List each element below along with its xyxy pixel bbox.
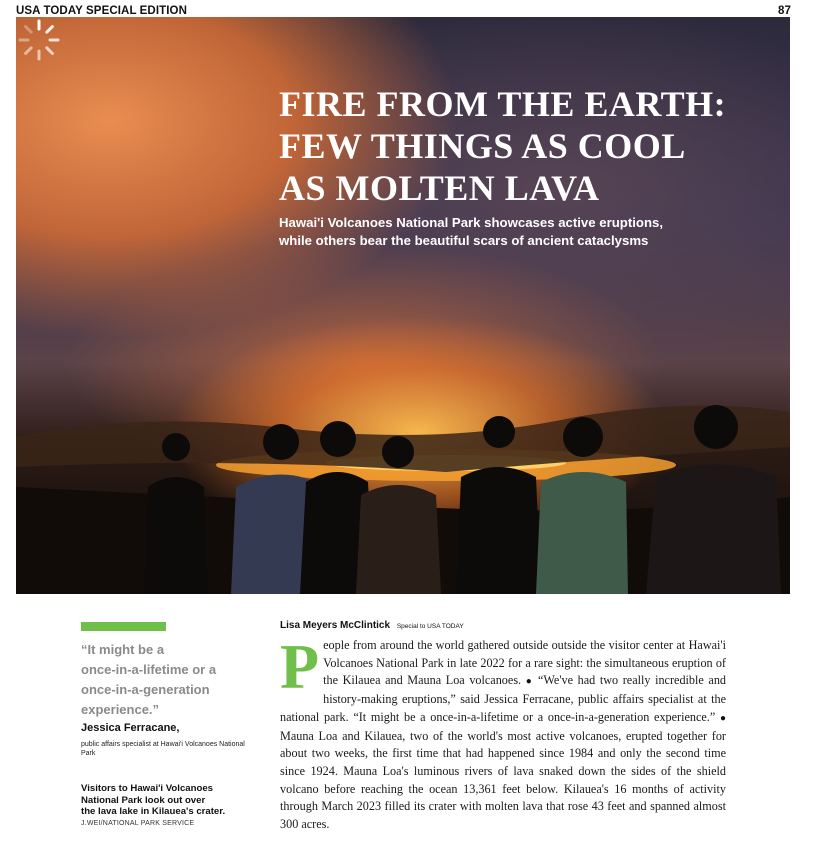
pull-quote-line: once-in-a-lifetime or a bbox=[81, 662, 217, 677]
article-paragraph: eople from around the world gathered outside outside the visitor center at Hawai'i Volcanoes National Park in late 2022 for a rare sight: the simultaneous eruption of the Kilauea and Mauna Loa volcanoes. bbox=[323, 638, 726, 688]
quote-attribution-name: Jessica Ferracane, bbox=[81, 722, 180, 734]
drop-cap: P bbox=[280, 631, 320, 702]
page-header bbox=[16, 4, 791, 18]
deck bbox=[279, 214, 749, 250]
paragraph-bullet: ● bbox=[719, 712, 727, 724]
deck-line: Hawai'i Volcanoes National Park showcases active eruptions, bbox=[279, 215, 664, 230]
accent-bar bbox=[81, 622, 166, 631]
pull-quote-line: once-in-a-generation bbox=[81, 682, 210, 697]
publication-name: USA TODAY SPECIAL EDITION bbox=[16, 5, 187, 17]
caption-line: the lava lake in Kilauea's crater. bbox=[81, 806, 226, 817]
headline bbox=[279, 83, 759, 209]
pull-quote-line: experience.” bbox=[81, 702, 160, 717]
caption-line: National Park look out over bbox=[81, 794, 206, 806]
pull-quote-line: “It might be a bbox=[81, 642, 165, 657]
article-paragraph: Mauna Loa and Kilauea, two of the world's most active volcanoes, erupted together for about two weeks, the first time that had happened since 1984 and only the second time since 1924. Mauna Loa's luminous rivers of lava snaked down the sides of the shield volcano before reaching the ocean 13,361 feet below. Kilauea's 16 months of activity through March 2023 filled its crater with molten lava that rose 43 feet and spanned almost 300 acres. bbox=[280, 728, 726, 832]
page-number: 87 bbox=[778, 5, 791, 17]
article-paragraph: “We've had two really incredible and history-making eruptions,” said Jessica Ferracane, public affairs specialist at the national park. “It might be a once-in-a-lifetime or a once-in-a-generation experience.” bbox=[280, 673, 727, 724]
quote-attribution-title: public affairs specialist at Hawai'i Volcanoes National Park bbox=[81, 741, 245, 757]
paragraph-bullet: ● bbox=[525, 676, 534, 688]
article-body bbox=[280, 631, 727, 837]
loading-spinner-icon bbox=[16, 17, 62, 63]
deck-line: while others bear the beautiful scars of ancient cataclysms bbox=[279, 233, 649, 248]
byline bbox=[280, 620, 464, 631]
hero-photo bbox=[16, 17, 790, 594]
author-affiliation: Special to USA TODAY bbox=[396, 623, 464, 630]
headline-line: AS MOLTEN LAVA bbox=[279, 168, 600, 208]
headline-line: FEW THINGS AS COOL bbox=[279, 126, 686, 166]
headline-line: FIRE FROM THE EARTH: bbox=[279, 84, 727, 124]
author-name: Lisa Meyers McClintick bbox=[280, 620, 391, 631]
photo-caption bbox=[81, 783, 251, 818]
pull-quote bbox=[81, 640, 241, 720]
photo-credit: J.WEI/NATIONAL PARK SERVICE bbox=[81, 820, 195, 827]
caption-line: Visitors to Hawai'i Volcanoes bbox=[81, 783, 214, 794]
